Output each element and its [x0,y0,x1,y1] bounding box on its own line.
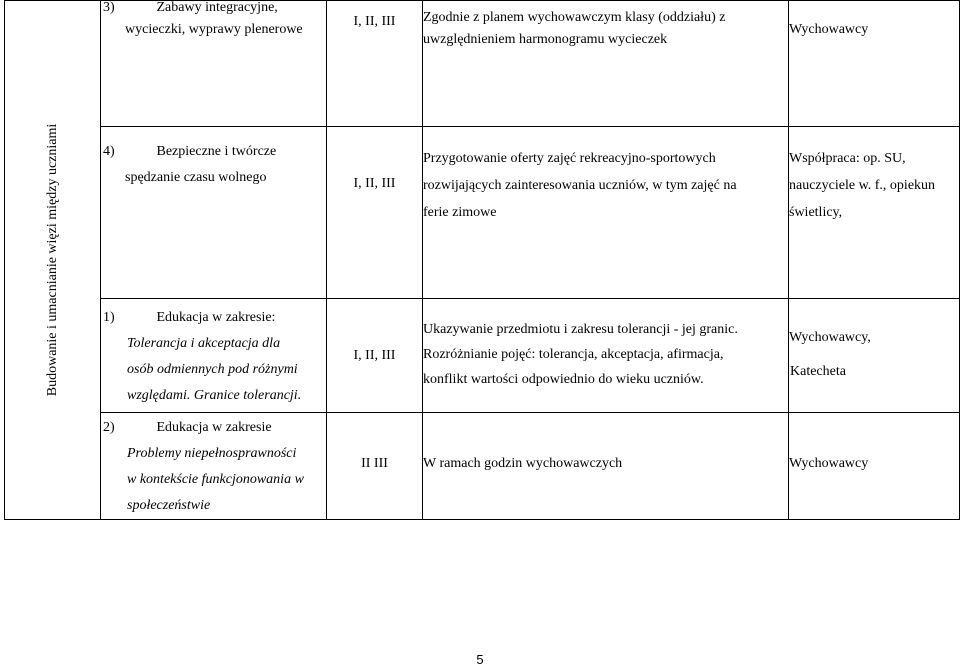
task-cell [101,299,327,413]
description-line: ferie zimowe [423,205,497,220]
description-line: Ukazywanie przedmiotu i zakresu tolerancji - jej granic. [423,322,738,337]
task-text: Bezpieczne i twórcze [156,144,277,159]
class-text: I, II, III [353,348,396,363]
responsible-line: nauczyciele w. f., opiekun [789,178,936,193]
description-line: konflikt wartości odpowiednio do wieku uczniów. [423,372,704,387]
task-italic-text: Problemy niepełnosprawności [127,446,297,461]
task-number: 2) [103,420,115,435]
description-line: W ramach godzin wychowawczych [423,456,623,471]
description-line: Rozróżnianie pojęć: tolerancja, akceptacja, afirmacja, [423,347,724,362]
responsible-line: Wychowawcy [789,22,869,37]
page-number: 5 [476,652,484,667]
table-row [5,127,960,299]
task-italic-text: społeczeństwie [127,498,211,513]
task-text: wycieczki, wyprawy plenerowe [125,22,303,37]
description-cell [423,299,789,413]
description-cell [423,1,789,127]
responsible-cell [789,127,960,299]
task-number: 3) [103,0,115,15]
responsible-line: Współpraca: op. SU, [789,151,906,166]
task-italic-text: w kontekście funkcjonowania w [127,472,304,487]
task-cell [101,127,327,299]
task-text: Edukacja w zakresie: [156,310,276,325]
table-row [5,299,960,413]
side-label: Budowanie i umacnianie więzi między uczniami [44,123,60,397]
description-line: Zgodnie z planem wychowawczym klasy (oddziału) z [423,10,726,25]
responsible-cell [789,413,960,520]
description-cell [423,413,789,520]
class-text: I, II, III [353,176,396,191]
description-line: rozwijających zainteresowania uczniów, w tym zajęć na [423,178,737,193]
class-cell [327,299,423,413]
class-text: I, II, III [353,14,396,29]
class-cell [327,1,423,127]
task-cell [101,1,327,127]
side-label-cell [5,1,101,520]
responsible-line: Katecheta [790,364,846,379]
task-italic-text: Tolerancja i akceptacja dla [127,336,281,351]
responsible-line: świetlicy, [789,205,843,220]
class-cell [327,127,423,299]
task-text: spędzanie czasu wolnego [125,170,267,185]
task-italic-text: osób odmiennych pod różnymi [127,362,298,377]
description-cell [423,127,789,299]
task-text: Zabawy integracyjne, [156,0,278,15]
description-line: uwzględnieniem harmonogramu wycieczek [423,32,668,47]
table-row [5,413,960,520]
class-text: II III [361,456,388,471]
task-cell [101,413,327,520]
class-cell [327,413,423,520]
plan-table [4,0,960,520]
description-line: Przygotowanie oferty zajęć rekreacyjno-sportowych [423,151,716,166]
responsible-cell [789,1,960,127]
responsible-line: Wychowawcy [789,456,869,471]
table-row [5,1,960,127]
responsible-line: Wychowawcy, [789,330,871,345]
task-italic-text: względami. Granice tolerancji. [127,388,302,403]
responsible-cell [789,299,960,413]
task-text: Edukacja w zakresie [156,420,272,435]
task-number: 4) [103,144,115,159]
task-number: 1) [103,310,115,325]
